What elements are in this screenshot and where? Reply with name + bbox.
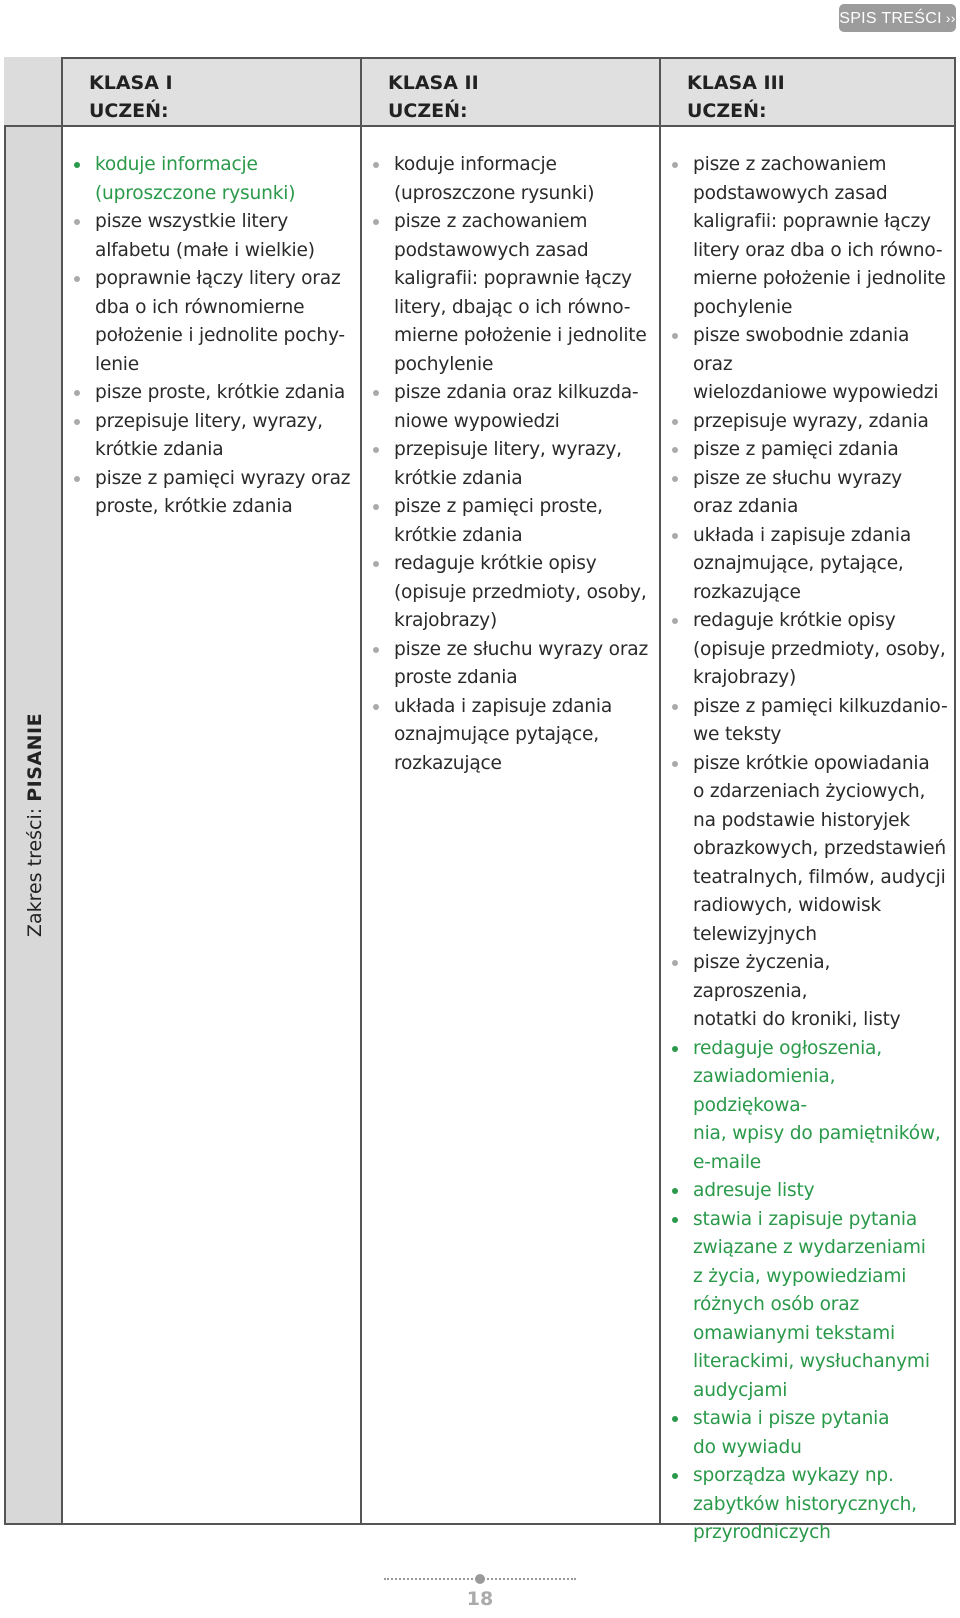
list-item: redaguje ogłoszenia, zawiadomienia, podziękowa- nia, wpisy do pamiętników, e-maile	[693, 1035, 948, 1178]
toc-label: SPIS TREŚCI	[839, 10, 942, 27]
list-item: pisze wszystkie litery alfabetu (małe i wielkie)	[95, 208, 355, 265]
toc-button[interactable]	[839, 4, 956, 32]
header-klasa-3	[659, 57, 956, 125]
header-klasa-2-subtitle: UCZEŃ:	[388, 100, 468, 122]
column-klasa-1	[61, 125, 361, 1525]
list-item: pisze z zachowaniem podstawowych zasad kaligrafii: poprawnie łączy litery oraz dba o ich równo- mierne położenie i jednolite pochylenie	[693, 151, 948, 322]
list-item: układa i zapisuje zdania oznajmujące, pytające, rozkazujące	[693, 522, 948, 608]
list-item: sporządza wykazy np. zabytków historycznych, przyrodniczych	[693, 1462, 948, 1548]
header-klasa-3-title: KLASA III	[687, 72, 785, 94]
list-item: pisze proste, krótkie zdania	[95, 379, 355, 408]
list-item: przepisuje litery, wyrazy, krótkie zdania	[394, 436, 654, 493]
list-item: pisze życzenia, zaproszenia, notatki do kroniki, listy	[693, 949, 948, 1035]
list-item: redaguje krótkie opisy (opisuje przedmioty, osoby, krajobrazy)	[394, 550, 654, 636]
footer-dot-icon	[475, 1574, 485, 1584]
double-chevron-right-icon: ››	[945, 10, 956, 26]
side-label-topic: PISANIE	[24, 712, 46, 802]
list-item: stawia i pisze pytania do wywiadu	[693, 1405, 948, 1462]
side-label-prefix: Zakres treści:	[24, 801, 46, 938]
list-item: pisze krótkie opowiadania o zdarzeniach życiowych, na podstawie historyjek obrazkowych, przedstawień teatralnych, filmów, audycji radiowych, widowisk telewizyjnych	[693, 750, 948, 950]
list-item: przepisuje litery, wyrazy, krótkie zdania	[95, 408, 355, 465]
list-item: układa i zapisuje zdania oznajmujące pytające, rozkazujące	[394, 693, 654, 779]
list-item: pisze z pamięci wyrazy oraz proste, krótkie zdania	[95, 465, 355, 522]
header-klasa-2-title: KLASA II	[388, 72, 479, 94]
column-klasa-3	[659, 125, 956, 1543]
list-item: redaguje krótkie opisy (opisuje przedmioty, osoby, krajobrazy)	[693, 607, 948, 693]
page-number: 18	[466, 1588, 494, 1610]
list-item: adresuje listy	[693, 1177, 948, 1206]
column-klasa-2	[360, 125, 660, 1525]
header-klasa-1-subtitle: UCZEŃ:	[89, 100, 169, 122]
list-item: poprawnie łączy litery oraz dba o ich równomierne położenie i jednolite pochy- lenie	[95, 265, 355, 379]
list-item: pisze zdania oraz kilkuzda- niowe wypowiedzi	[394, 379, 654, 436]
header-klasa-1-title: KLASA I	[89, 72, 173, 94]
list-item: koduje informacje (uproszczone rysunki)	[95, 151, 355, 208]
list-item: pisze z pamięci proste, krótkie zdania	[394, 493, 654, 550]
bullet-list-klasa-1	[63, 151, 361, 522]
side-label	[24, 713, 46, 937]
list-item: pisze z pamięci zdania	[693, 436, 948, 465]
list-item: pisze ze słuchu wyrazy oraz proste zdania	[394, 636, 654, 693]
list-item: koduje informacje (uproszczone rysunki)	[394, 151, 654, 208]
list-item: przepisuje wyrazy, zdania	[693, 408, 948, 437]
header-klasa-2	[360, 57, 660, 125]
list-item: pisze ze słuchu wyrazy oraz zdania	[693, 465, 948, 522]
bullet-list-klasa-2	[362, 151, 660, 778]
header-klasa-3-subtitle: UCZEŃ:	[687, 100, 767, 122]
list-item: stawia i zapisuje pytania związane z wydarzeniami z życia, wypowiedziami różnych osób oraz omawianymi tekstami literackimi, wysłuchanymi audycjami	[693, 1206, 948, 1406]
list-item: pisze z pamięci kilkuzdanio- we teksty	[693, 693, 948, 750]
header-klasa-1	[61, 57, 361, 125]
bullet-list-klasa-3	[661, 151, 954, 1548]
list-item: pisze swobodnie zdania oraz wielozdaniowe wypowiedzi	[693, 322, 948, 408]
list-item: pisze z zachowaniem podstawowych zasad kaligrafii: poprawnie łączy litery, dbając o ich równo- mierne położenie i jednolite pochylenie	[394, 208, 654, 379]
